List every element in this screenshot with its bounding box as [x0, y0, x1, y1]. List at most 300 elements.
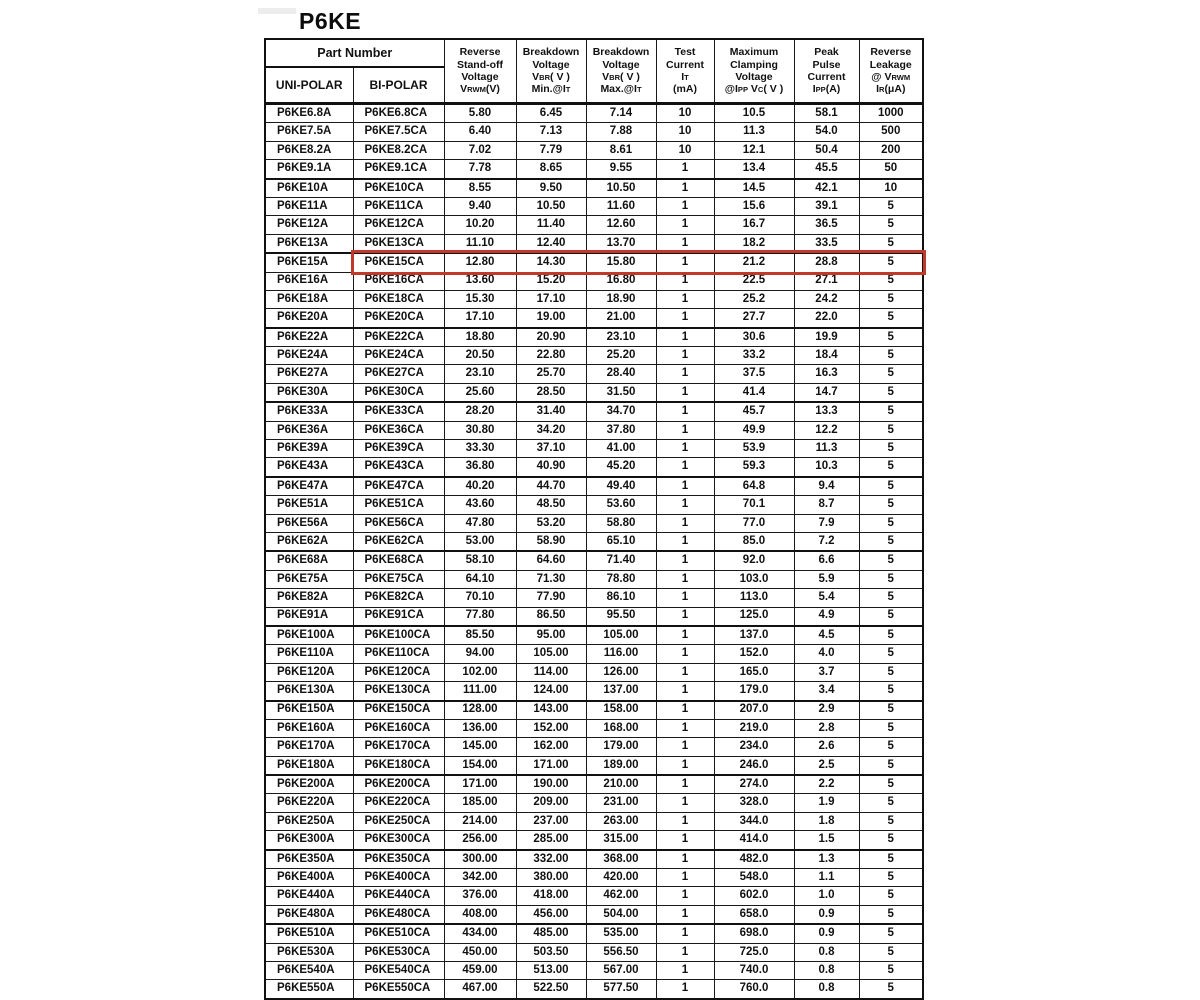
bi-polar-part-cell: P6KE13CA — [353, 234, 444, 253]
value-cell: 37.5 — [714, 365, 794, 383]
value-cell: 42.1 — [794, 179, 859, 198]
value-cell: 33.5 — [794, 234, 859, 253]
value-cell: 5 — [859, 831, 923, 850]
value-cell: 23.10 — [586, 328, 656, 347]
value-cell: 1 — [656, 365, 714, 383]
table-row — [265, 645, 923, 663]
value-cell: 5 — [859, 458, 923, 477]
value-cell: 31.40 — [516, 402, 586, 421]
value-cell: 459.00 — [444, 961, 516, 979]
bi-polar-part-cell: P6KE30CA — [353, 383, 444, 402]
table-row — [265, 234, 923, 253]
value-cell: 40.90 — [516, 458, 586, 477]
value-cell: 1.1 — [794, 869, 859, 887]
value-cell: 1 — [656, 589, 714, 607]
value-cell: 25.2 — [714, 290, 794, 308]
uni-polar-part-cell: P6KE10A — [265, 179, 353, 198]
value-cell: 85.50 — [444, 626, 516, 645]
subscript: PP — [737, 85, 748, 95]
value-cell: 2.2 — [794, 775, 859, 794]
value-cell: 1.0 — [794, 887, 859, 905]
value-cell: 179.00 — [586, 738, 656, 756]
value-cell: 1 — [656, 253, 714, 272]
value-cell: 1 — [656, 701, 714, 720]
table-row — [265, 551, 923, 570]
value-cell: 17.10 — [444, 309, 516, 328]
value-cell: 185.00 — [444, 794, 516, 812]
value-cell: 5 — [859, 961, 923, 979]
uni-polar-part-cell: P6KE400A — [265, 869, 353, 887]
uni-polar-part-cell: P6KE540A — [265, 961, 353, 979]
bi-polar-part-cell: P6KE75CA — [353, 570, 444, 588]
value-cell: 11.3 — [714, 123, 794, 141]
value-cell: 168.00 — [586, 719, 656, 737]
value-cell: 16.80 — [586, 272, 656, 290]
value-cell: 5 — [859, 943, 923, 961]
value-cell: 39.1 — [794, 197, 859, 215]
value-cell: 137.0 — [714, 626, 794, 645]
value-cell: 1 — [656, 831, 714, 850]
value-cell: 20.90 — [516, 328, 586, 347]
uni-polar-part-cell: P6KE100A — [265, 626, 353, 645]
table-row — [265, 701, 923, 720]
value-cell: 10.5 — [714, 104, 794, 123]
value-cell: 49.40 — [586, 477, 656, 496]
bi-polar-part-cell: P6KE91CA — [353, 607, 444, 626]
value-cell: 136.00 — [444, 719, 516, 737]
table-row — [265, 682, 923, 701]
value-cell: 4.0 — [794, 645, 859, 663]
value-cell: 27.7 — [714, 309, 794, 328]
value-cell: 740.0 — [714, 961, 794, 979]
value-cell: 485.00 — [516, 924, 586, 943]
bi-polar-part-cell: P6KE56CA — [353, 514, 444, 532]
table-row — [265, 197, 923, 215]
value-cell: 1 — [656, 663, 714, 681]
uni-polar-part-cell: P6KE47A — [265, 477, 353, 496]
bi-polar-part-cell: P6KE82CA — [353, 589, 444, 607]
value-cell: 207.0 — [714, 701, 794, 720]
subscript: C — [757, 85, 764, 95]
value-cell: 210.00 — [586, 775, 656, 794]
table-row — [265, 216, 923, 234]
value-cell: 1 — [656, 980, 714, 999]
subscript: T — [684, 73, 689, 82]
spec-table-container — [264, 38, 922, 1000]
value-cell: 1 — [656, 477, 714, 496]
table-row — [265, 775, 923, 794]
value-cell: 45.5 — [794, 160, 859, 179]
value-cell: 658.0 — [714, 905, 794, 924]
value-cell: 1 — [656, 869, 714, 887]
value-cell: 10.20 — [444, 216, 516, 234]
value-cell: 7.02 — [444, 141, 516, 159]
table-row — [265, 160, 923, 179]
uni-polar-part-cell: P6KE62A — [265, 532, 353, 551]
value-cell: 5 — [859, 234, 923, 253]
value-cell: 5 — [859, 216, 923, 234]
value-cell: 12.60 — [586, 216, 656, 234]
value-cell: 20.50 — [444, 347, 516, 365]
value-cell: 3.7 — [794, 663, 859, 681]
value-cell: 0.9 — [794, 905, 859, 924]
table-row — [265, 514, 923, 532]
value-cell: 11.10 — [444, 234, 516, 253]
value-cell: 5 — [859, 402, 923, 421]
value-cell: 43.60 — [444, 496, 516, 514]
table-row — [265, 496, 923, 514]
value-cell: 22.0 — [794, 309, 859, 328]
value-cell: 725.0 — [714, 943, 794, 961]
value-cell: 5 — [859, 532, 923, 551]
value-cell: 7.88 — [586, 123, 656, 141]
bi-polar-part-cell: P6KE160CA — [353, 719, 444, 737]
value-cell: 28.50 — [516, 383, 586, 402]
value-cell: 5 — [859, 383, 923, 402]
value-cell: 64.8 — [714, 477, 794, 496]
value-cell: 5 — [859, 756, 923, 775]
bi-polar-part-cell: P6KE18CA — [353, 290, 444, 308]
value-cell: 214.00 — [444, 812, 516, 830]
value-cell: 21.2 — [714, 253, 794, 272]
value-cell: 12.2 — [794, 421, 859, 439]
uni-polar-part-cell: P6KE110A — [265, 645, 353, 663]
uni-polar-part-cell: P6KE350A — [265, 850, 353, 869]
bi-polar-part-cell: P6KE550CA — [353, 980, 444, 999]
value-cell: 1.9 — [794, 794, 859, 812]
bi-polar-part-cell: P6KE540CA — [353, 961, 444, 979]
value-cell: 315.00 — [586, 831, 656, 850]
table-row — [265, 440, 923, 458]
value-cell: 5 — [859, 570, 923, 588]
bi-polar-part-cell: P6KE300CA — [353, 831, 444, 850]
bi-polar-part-cell: P6KE68CA — [353, 551, 444, 570]
uni-polar-part-cell: P6KE9.1A — [265, 160, 353, 179]
value-cell: 274.0 — [714, 775, 794, 794]
value-cell: 53.9 — [714, 440, 794, 458]
value-cell: 1 — [656, 626, 714, 645]
value-cell: 3.4 — [794, 682, 859, 701]
bi-polar-part-cell: P6KE20CA — [353, 309, 444, 328]
value-cell: 28.40 — [586, 365, 656, 383]
value-cell: 34.20 — [516, 421, 586, 439]
value-cell: 1 — [656, 421, 714, 439]
value-cell: 21.00 — [586, 309, 656, 328]
value-cell: 18.90 — [586, 290, 656, 308]
value-cell: 9.40 — [444, 197, 516, 215]
uni-polar-part-cell: P6KE440A — [265, 887, 353, 905]
table-row — [265, 850, 923, 869]
uni-polar-part-cell: P6KE18A — [265, 290, 353, 308]
value-cell: 12.40 — [516, 234, 586, 253]
bi-polar-part-cell: P6KE530CA — [353, 943, 444, 961]
value-cell: 114.00 — [516, 663, 586, 681]
value-cell: 5 — [859, 197, 923, 215]
value-cell: 10 — [656, 141, 714, 159]
uni-polar-part-cell: P6KE11A — [265, 197, 353, 215]
value-cell: 37.10 — [516, 440, 586, 458]
value-cell: 467.00 — [444, 980, 516, 999]
value-cell: 33.2 — [714, 347, 794, 365]
value-cell: 5 — [859, 496, 923, 514]
value-cell: 5 — [859, 682, 923, 701]
value-cell: 5 — [859, 812, 923, 830]
value-cell: 342.00 — [444, 869, 516, 887]
table-row — [265, 887, 923, 905]
value-cell: 22.5 — [714, 272, 794, 290]
bi-polar-part-cell: P6KE47CA — [353, 477, 444, 496]
subscript: RWM — [467, 85, 486, 95]
value-cell: 200 — [859, 141, 923, 159]
value-cell: 125.0 — [714, 607, 794, 626]
value-cell: 5 — [859, 663, 923, 681]
value-cell: 504.00 — [586, 905, 656, 924]
value-cell: 7.78 — [444, 160, 516, 179]
value-cell: 5 — [859, 290, 923, 308]
value-cell: 30.80 — [444, 421, 516, 439]
value-cell: 332.00 — [516, 850, 586, 869]
value-cell: 137.00 — [586, 682, 656, 701]
value-cell: 434.00 — [444, 924, 516, 943]
value-cell: 5 — [859, 850, 923, 869]
value-cell: 1 — [656, 682, 714, 701]
uni-polar-part-cell: P6KE120A — [265, 663, 353, 681]
table-row — [265, 532, 923, 551]
bi-polar-header: BI-POLAR — [353, 67, 444, 104]
value-cell: 126.00 — [586, 663, 656, 681]
table-row — [265, 253, 923, 272]
value-cell: 380.00 — [516, 869, 586, 887]
value-cell: 13.4 — [714, 160, 794, 179]
table-row — [265, 738, 923, 756]
value-cell: 33.30 — [444, 440, 516, 458]
bi-polar-part-cell: P6KE480CA — [353, 905, 444, 924]
value-cell: 368.00 — [586, 850, 656, 869]
table-row — [265, 290, 923, 308]
uni-polar-part-cell: P6KE6.8A — [265, 104, 353, 123]
value-cell: 58.10 — [444, 551, 516, 570]
uni-polar-part-cell: P6KE22A — [265, 328, 353, 347]
value-cell: 8.7 — [794, 496, 859, 514]
value-cell: 1 — [656, 197, 714, 215]
uni-polar-part-cell: P6KE16A — [265, 272, 353, 290]
value-cell: 1 — [656, 645, 714, 663]
value-cell: 59.3 — [714, 458, 794, 477]
value-cell: 77.0 — [714, 514, 794, 532]
value-cell: 22.80 — [516, 347, 586, 365]
value-cell: 31.50 — [586, 383, 656, 402]
value-cell: 760.0 — [714, 980, 794, 999]
value-cell: 0.8 — [794, 980, 859, 999]
uni-polar-part-cell: P6KE200A — [265, 775, 353, 794]
value-cell: 103.0 — [714, 570, 794, 588]
scan-artifact — [258, 8, 296, 14]
value-cell: 1 — [656, 738, 714, 756]
value-cell: 1 — [656, 607, 714, 626]
value-cell: 1 — [656, 812, 714, 830]
value-cell: 10 — [656, 104, 714, 123]
column-header-peak-pulse-current: Peak Pulse Current IPP(A) — [794, 39, 859, 104]
value-cell: 1 — [656, 402, 714, 421]
bi-polar-part-cell: P6KE250CA — [353, 812, 444, 830]
uni-polar-part-cell: P6KE75A — [265, 570, 353, 588]
uni-polar-part-cell: P6KE13A — [265, 234, 353, 253]
uni-polar-part-cell: P6KE8.2A — [265, 141, 353, 159]
value-cell: 77.80 — [444, 607, 516, 626]
value-cell: 45.20 — [586, 458, 656, 477]
value-cell: 9.50 — [516, 179, 586, 198]
value-cell: 19.9 — [794, 328, 859, 347]
uni-polar-part-cell: P6KE82A — [265, 589, 353, 607]
value-cell: 602.0 — [714, 887, 794, 905]
value-cell: 1 — [656, 234, 714, 253]
value-cell: 50 — [859, 160, 923, 179]
subscript: PP — [815, 85, 826, 95]
value-cell: 65.10 — [586, 532, 656, 551]
uni-polar-part-cell: P6KE15A — [265, 253, 353, 272]
value-cell: 105.00 — [586, 626, 656, 645]
value-cell: 25.70 — [516, 365, 586, 383]
value-cell: 7.13 — [516, 123, 586, 141]
table-row — [265, 980, 923, 999]
value-cell: 25.60 — [444, 383, 516, 402]
value-cell: 179.0 — [714, 682, 794, 701]
bi-polar-part-cell: P6KE27CA — [353, 365, 444, 383]
value-cell: 1 — [656, 216, 714, 234]
value-cell: 95.00 — [516, 626, 586, 645]
value-cell: 70.1 — [714, 496, 794, 514]
value-cell: 503.50 — [516, 943, 586, 961]
value-cell: 18.80 — [444, 328, 516, 347]
bi-polar-part-cell: P6KE16CA — [353, 272, 444, 290]
value-cell: 85.0 — [714, 532, 794, 551]
bi-polar-part-cell: P6KE510CA — [353, 924, 444, 943]
value-cell: 78.80 — [586, 570, 656, 588]
value-cell: 2.9 — [794, 701, 859, 720]
value-cell: 5 — [859, 365, 923, 383]
value-cell: 256.00 — [444, 831, 516, 850]
table-row — [265, 831, 923, 850]
value-cell: 237.00 — [516, 812, 586, 830]
value-cell: 7.14 — [586, 104, 656, 123]
value-cell: 1 — [656, 887, 714, 905]
value-cell: 11.60 — [586, 197, 656, 215]
value-cell: 1 — [656, 179, 714, 198]
value-cell: 95.50 — [586, 607, 656, 626]
bi-polar-part-cell: P6KE11CA — [353, 197, 444, 215]
value-cell: 1 — [656, 290, 714, 308]
bi-polar-part-cell: P6KE220CA — [353, 794, 444, 812]
uni-polar-part-cell: P6KE180A — [265, 756, 353, 775]
value-cell: 2.8 — [794, 719, 859, 737]
value-cell: 13.3 — [794, 402, 859, 421]
value-cell: 11.40 — [516, 216, 586, 234]
value-cell: 6.6 — [794, 551, 859, 570]
value-cell: 246.0 — [714, 756, 794, 775]
value-cell: 16.7 — [714, 216, 794, 234]
value-cell: 14.7 — [794, 383, 859, 402]
value-cell: 285.00 — [516, 831, 586, 850]
bi-polar-part-cell: P6KE51CA — [353, 496, 444, 514]
bi-polar-part-cell: P6KE6.8CA — [353, 104, 444, 123]
uni-polar-part-cell: P6KE36A — [265, 421, 353, 439]
value-cell: 2.6 — [794, 738, 859, 756]
column-header-breakdown-voltage-min: Breakdown Voltage VBR( V ) Min.@IT — [516, 39, 586, 104]
uni-polar-header: UNI-POLAR — [265, 67, 353, 104]
value-cell: 1 — [656, 496, 714, 514]
value-cell: 1 — [656, 551, 714, 570]
value-cell: 1.5 — [794, 831, 859, 850]
uni-polar-part-cell: P6KE30A — [265, 383, 353, 402]
value-cell: 124.00 — [516, 682, 586, 701]
value-cell: 2.5 — [794, 756, 859, 775]
value-cell: 577.50 — [586, 980, 656, 999]
value-cell: 234.0 — [714, 738, 794, 756]
bi-polar-part-cell: P6KE440CA — [353, 887, 444, 905]
uni-polar-part-cell: P6KE24A — [265, 347, 353, 365]
column-header-reverse-leakage: Reverse Leakage @ VRWM IR(μA) — [859, 39, 923, 104]
value-cell: 189.00 — [586, 756, 656, 775]
table-row — [265, 961, 923, 979]
uni-polar-part-cell: P6KE20A — [265, 309, 353, 328]
value-cell: 37.80 — [586, 421, 656, 439]
value-cell: 14.30 — [516, 253, 586, 272]
value-cell: 86.10 — [586, 589, 656, 607]
table-row — [265, 943, 923, 961]
value-cell: 113.0 — [714, 589, 794, 607]
value-cell: 535.00 — [586, 924, 656, 943]
value-cell: 6.40 — [444, 123, 516, 141]
uni-polar-part-cell: P6KE150A — [265, 701, 353, 720]
uni-polar-part-cell: P6KE43A — [265, 458, 353, 477]
table-row — [265, 141, 923, 159]
table-row — [265, 365, 923, 383]
uni-polar-part-cell: P6KE91A — [265, 607, 353, 626]
value-cell: 344.0 — [714, 812, 794, 830]
bi-polar-part-cell: P6KE400CA — [353, 869, 444, 887]
table-row — [265, 869, 923, 887]
value-cell: 15.80 — [586, 253, 656, 272]
table-row — [265, 626, 923, 645]
bi-polar-part-cell: P6KE33CA — [353, 402, 444, 421]
value-cell: 12.1 — [714, 141, 794, 159]
value-cell: 5 — [859, 794, 923, 812]
value-cell: 1 — [656, 272, 714, 290]
value-cell: 1 — [656, 383, 714, 402]
value-cell: 9.4 — [794, 477, 859, 496]
value-cell: 1 — [656, 440, 714, 458]
table-row — [265, 607, 923, 626]
value-cell: 5 — [859, 477, 923, 496]
subscript: R — [878, 85, 885, 95]
value-cell: 5 — [859, 719, 923, 737]
value-cell: 1 — [656, 532, 714, 551]
value-cell: 0.8 — [794, 961, 859, 979]
value-cell: 5 — [859, 253, 923, 272]
value-cell: 15.20 — [516, 272, 586, 290]
value-cell: 154.00 — [444, 756, 516, 775]
table-row — [265, 421, 923, 439]
column-header-breakdown-voltage-max: Breakdown Voltage VBR( V ) Max.@IT — [586, 39, 656, 104]
bi-polar-part-cell: P6KE110CA — [353, 645, 444, 663]
value-cell: 10.50 — [586, 179, 656, 198]
value-cell: 36.5 — [794, 216, 859, 234]
value-cell: 500 — [859, 123, 923, 141]
bi-polar-part-cell: P6KE200CA — [353, 775, 444, 794]
value-cell: 18.2 — [714, 234, 794, 253]
bi-polar-part-cell: P6KE24CA — [353, 347, 444, 365]
value-cell: 10 — [656, 123, 714, 141]
